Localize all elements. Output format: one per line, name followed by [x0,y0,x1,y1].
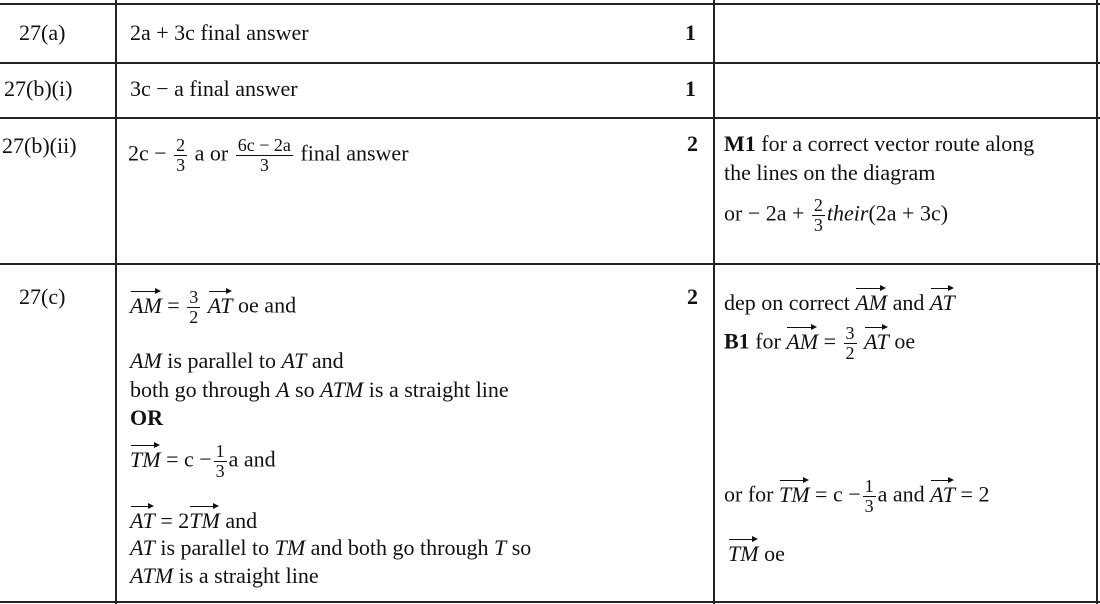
numerator: 2 [813,195,823,215]
fraction [844,324,857,363]
their-word: their [826,200,869,226]
answer-line [130,348,344,374]
answer-text: and both go through [310,535,489,560]
fraction [812,196,825,235]
answer-expression [128,136,409,175]
guidance-line [724,196,948,235]
segment-am: AM [130,348,162,373]
row-divider [0,62,1100,64]
answer-suffix: final answer [300,140,409,166]
mark-code: B1 [724,328,750,354]
answer-text: is a straight line [178,563,319,588]
question-label: 27(c) [19,284,66,309]
segment-tm: TM [274,535,306,560]
denominator: 2 [189,307,199,327]
or-divider-text: OR [130,405,163,430]
guidance-text: oe [894,328,916,354]
answer-text: is a straight line [368,377,509,402]
guidance-line: the lines on the diagram [724,160,936,185]
numerator: 3 [845,323,855,343]
answer-text: so [295,377,315,402]
guidance-line [724,324,915,363]
answer-text: a and [228,446,276,472]
answer-text: = c − [166,446,212,472]
vector-tm: TM [779,478,810,508]
line-atm: ATM [320,377,364,402]
column-divider [1096,0,1098,604]
mark-value: 2 [687,131,698,156]
guidance-text: = c − [815,481,861,507]
answer-text: = 2 [160,508,190,533]
guidance-line [724,131,1034,157]
guidance-line [724,286,955,316]
numerator: 1 [864,476,874,496]
answer-text: and [311,348,344,373]
segment-at: AT [130,535,155,560]
answer-text: both go through [130,377,271,402]
equals: = [167,292,180,318]
guidance-text: (2a + 3c) [868,200,949,226]
denominator: 3 [813,215,823,235]
question-label: 27(b)(ii) [2,133,77,158]
fraction [187,288,200,327]
denominator: 3 [259,155,269,175]
guidance-text: or − 2a + [724,200,805,226]
answer-line [130,535,531,561]
question-label: 27(b)(i) [4,76,73,101]
segment-at: AT [281,348,307,373]
vector-at: AT [930,478,955,508]
question-label: 27(a) [19,20,66,45]
guidance-text: and [892,290,925,315]
mark-value: 1 [685,20,696,45]
point-a: A [276,377,290,402]
answer-line [130,288,296,327]
vector-at: AT [864,325,889,355]
vector-am: AM [130,289,162,319]
numerator: 2 [176,135,186,155]
answer-mid: a or [194,140,229,166]
vector-at: AT [130,504,155,534]
mark-code: M1 [724,131,756,156]
vector-tm: TM [728,537,759,567]
row-divider [0,3,1100,5]
fraction [863,477,876,516]
numerator: 1 [215,441,225,461]
fraction [174,136,187,175]
row-divider [0,263,1100,265]
guidance-text: for a correct vector route along [761,131,1035,156]
row-divider [0,117,1100,119]
answer-line [130,504,257,534]
numerator: 6c − 2a [237,135,291,155]
row-divider [0,601,1100,603]
answer-text: 2a + 3c final answer [130,20,309,45]
guidance-line [728,537,785,567]
answer-prefix: 2c − [128,140,167,166]
column-divider [713,0,715,604]
vector-tm: TM [189,504,220,534]
mark-value: 1 [685,76,696,101]
guidance-text: for [755,328,781,354]
answer-text: 3c − a final answer [130,76,298,101]
vector-am: AM [786,325,818,355]
answer-line [130,563,319,589]
answer-text: is parallel to [160,535,270,560]
guidance-text: a and [877,481,925,507]
vector-am: AM [855,286,887,316]
vector-at: AT [930,286,955,316]
column-divider [115,0,117,604]
vector-tm: TM [130,443,161,473]
guidance-line [724,477,989,516]
line-atm: ATM [130,563,174,588]
denominator: 2 [845,343,855,363]
numerator: 3 [189,287,199,307]
guidance-text: = 2 [960,481,990,507]
denominator: 3 [215,461,225,481]
answer-text: so [511,535,532,560]
fraction [214,442,227,481]
mark-value: 2 [687,284,698,309]
answer-line [130,442,276,481]
answer-text: is parallel to [167,348,277,373]
fraction [236,136,293,175]
guidance-text: oe [764,541,785,566]
guidance-text: or for [724,481,774,507]
vector-at: AT [208,289,233,319]
answer-line [130,377,509,403]
guidance-text: dep on correct [724,290,850,315]
answer-text: oe and [238,292,297,318]
point-t: T [494,535,507,560]
answer-text: and [225,508,258,533]
denominator: 3 [176,155,186,175]
equals: = [823,328,837,354]
denominator: 3 [864,496,874,516]
